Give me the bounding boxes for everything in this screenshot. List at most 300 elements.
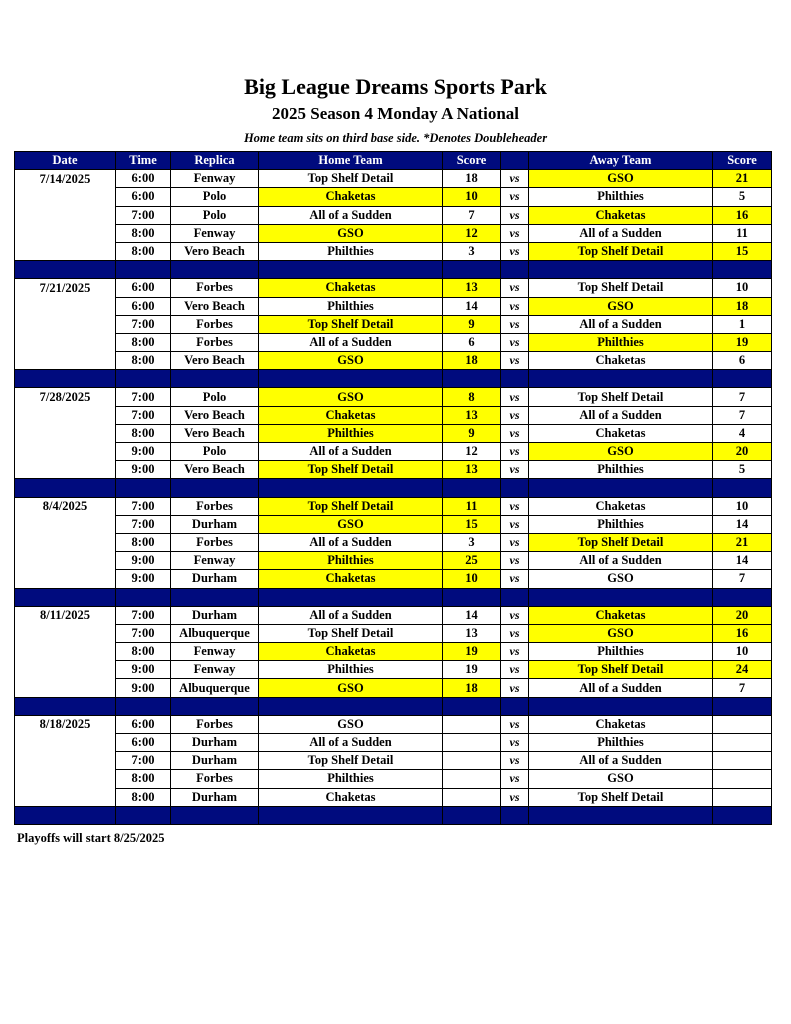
game-time: 8:00 [116, 333, 171, 351]
game-replica: Forbes [171, 770, 259, 788]
home-score: 9 [443, 424, 501, 442]
separator-cell [259, 697, 443, 715]
separator-cell [15, 806, 116, 824]
home-score: 12 [443, 443, 501, 461]
separator-cell [713, 806, 772, 824]
away-team: Philthies [529, 188, 713, 206]
vs-label: vs [501, 297, 529, 315]
away-team: GSO [529, 297, 713, 315]
game-time: 9:00 [116, 552, 171, 570]
separator-cell [116, 588, 171, 606]
away-team: Chaketas [529, 715, 713, 733]
game-row [15, 224, 772, 242]
separator-cell [171, 697, 259, 715]
game-replica: Polo [171, 388, 259, 406]
home-score: 18 [443, 352, 501, 370]
vs-label: vs [501, 606, 529, 624]
page-subtitle: 2025 Season 4 Monday A National [271, 104, 519, 123]
home-team: Top Shelf Detail [259, 752, 443, 770]
separator-cell [713, 588, 772, 606]
home-team: Top Shelf Detail [259, 315, 443, 333]
away-team: Philthies [529, 461, 713, 479]
game-row [15, 315, 772, 333]
vs-label: vs [501, 461, 529, 479]
separator-cell [171, 806, 259, 824]
game-date [15, 643, 116, 661]
home-score: 25 [443, 552, 501, 570]
separator-cell [171, 261, 259, 279]
game-replica: Vero Beach [171, 424, 259, 442]
vs-label: vs [501, 352, 529, 370]
home-score [443, 715, 501, 733]
away-team: GSO [529, 624, 713, 642]
separator-cell [529, 261, 713, 279]
home-team: All of a Sudden [259, 206, 443, 224]
home-team: Philthies [259, 552, 443, 570]
game-date [15, 242, 116, 260]
game-replica: Fenway [171, 661, 259, 679]
home-team: Philthies [259, 424, 443, 442]
header-replica: Replica [171, 152, 259, 170]
schedule-note: Home team sits on third base side. *Denotes Doubleheader [243, 131, 548, 145]
game-date [15, 770, 116, 788]
away-score: 10 [713, 643, 772, 661]
game-replica: Forbes [171, 315, 259, 333]
game-date [15, 679, 116, 697]
game-date [15, 352, 116, 370]
vs-label: vs [501, 406, 529, 424]
game-date [15, 734, 116, 752]
vs-label: vs [501, 333, 529, 351]
home-team: Chaketas [259, 570, 443, 588]
separator-cell [171, 479, 259, 497]
away-score: 5 [713, 461, 772, 479]
away-team: Chaketas [529, 424, 713, 442]
separator-cell [443, 479, 501, 497]
game-date [15, 297, 116, 315]
vs-label: vs [501, 443, 529, 461]
header-date: Date [15, 152, 116, 170]
separator-cell [259, 261, 443, 279]
game-time: 6:00 [116, 279, 171, 297]
game-time: 7:00 [116, 752, 171, 770]
away-score: 15 [713, 242, 772, 260]
game-row [15, 352, 772, 370]
vs-label: vs [501, 570, 529, 588]
game-replica: Fenway [171, 224, 259, 242]
home-score [443, 734, 501, 752]
away-score: 5 [713, 188, 772, 206]
away-team: GSO [529, 170, 713, 188]
game-time: 8:00 [116, 424, 171, 442]
week-separator [15, 479, 772, 497]
away-score: 11 [713, 224, 772, 242]
away-score: 14 [713, 515, 772, 533]
away-team: Philthies [529, 333, 713, 351]
game-replica: Durham [171, 734, 259, 752]
game-row [15, 661, 772, 679]
table-header-row [15, 152, 772, 170]
away-score: 4 [713, 424, 772, 442]
separator-cell [15, 261, 116, 279]
game-time: 7:00 [116, 315, 171, 333]
vs-label: vs [501, 643, 529, 661]
game-date [15, 752, 116, 770]
game-row [15, 297, 772, 315]
vs-label: vs [501, 624, 529, 642]
game-time: 8:00 [116, 533, 171, 551]
separator-cell [116, 261, 171, 279]
separator-cell [529, 370, 713, 388]
separator-cell [259, 370, 443, 388]
away-score: 10 [713, 279, 772, 297]
home-score: 13 [443, 461, 501, 479]
game-time: 9:00 [116, 461, 171, 479]
game-date [15, 424, 116, 442]
home-score: 6 [443, 333, 501, 351]
game-replica: Forbes [171, 279, 259, 297]
separator-cell [529, 806, 713, 824]
vs-label: vs [501, 679, 529, 697]
away-team: Top Shelf Detail [529, 661, 713, 679]
home-team: GSO [259, 515, 443, 533]
home-team: Philthies [259, 770, 443, 788]
home-score: 13 [443, 406, 501, 424]
game-replica: Albuquerque [171, 624, 259, 642]
game-date: 7/21/2025 [15, 279, 116, 297]
game-row [15, 570, 772, 588]
away-team: Top Shelf Detail [529, 279, 713, 297]
game-time: 7:00 [116, 515, 171, 533]
home-score: 14 [443, 606, 501, 624]
game-row [15, 188, 772, 206]
game-row [15, 533, 772, 551]
vs-label: vs [501, 242, 529, 260]
separator-cell [259, 806, 443, 824]
game-date [15, 533, 116, 551]
separator-cell [713, 261, 772, 279]
game-time: 7:00 [116, 497, 171, 515]
game-row [15, 206, 772, 224]
separator-cell [443, 261, 501, 279]
vs-label: vs [501, 788, 529, 806]
away-score: 16 [713, 206, 772, 224]
vs-label: vs [501, 734, 529, 752]
vs-label: vs [501, 715, 529, 733]
home-score: 19 [443, 661, 501, 679]
home-team: Top Shelf Detail [259, 624, 443, 642]
vs-label: vs [501, 170, 529, 188]
home-score [443, 788, 501, 806]
away-team: Philthies [529, 515, 713, 533]
away-team: GSO [529, 770, 713, 788]
separator-cell [501, 697, 529, 715]
game-replica: Polo [171, 188, 259, 206]
away-score: 16 [713, 624, 772, 642]
game-time: 7:00 [116, 624, 171, 642]
game-date [15, 661, 116, 679]
away-score: 18 [713, 297, 772, 315]
away-score: 10 [713, 497, 772, 515]
game-row [15, 406, 772, 424]
away-score: 19 [713, 333, 772, 351]
vs-label: vs [501, 206, 529, 224]
game-row [15, 461, 772, 479]
game-time: 8:00 [116, 770, 171, 788]
vs-label: vs [501, 497, 529, 515]
away-score [713, 715, 772, 733]
vs-label: vs [501, 752, 529, 770]
home-team: Chaketas [259, 643, 443, 661]
home-score: 15 [443, 515, 501, 533]
game-time: 7:00 [116, 406, 171, 424]
away-team: Top Shelf Detail [529, 533, 713, 551]
home-team: Top Shelf Detail [259, 170, 443, 188]
away-score: 7 [713, 679, 772, 697]
away-score [713, 734, 772, 752]
away-score: 7 [713, 406, 772, 424]
week-separator [15, 588, 772, 606]
separator-cell [443, 370, 501, 388]
home-score [443, 770, 501, 788]
header-vs [501, 152, 529, 170]
page-title: Big League Dreams Sports Park [244, 74, 547, 99]
home-score: 18 [443, 170, 501, 188]
away-team: All of a Sudden [529, 752, 713, 770]
separator-cell [259, 588, 443, 606]
vs-label: vs [501, 188, 529, 206]
week-separator [15, 261, 772, 279]
game-date [15, 315, 116, 333]
away-team: All of a Sudden [529, 224, 713, 242]
away-team: GSO [529, 570, 713, 588]
game-row [15, 443, 772, 461]
home-team: Top Shelf Detail [259, 461, 443, 479]
game-row [15, 333, 772, 351]
game-time: 6:00 [116, 297, 171, 315]
game-row [15, 643, 772, 661]
game-row [15, 242, 772, 260]
game-replica: Vero Beach [171, 406, 259, 424]
away-score: 20 [713, 606, 772, 624]
game-date: 8/11/2025 [15, 606, 116, 624]
home-score: 10 [443, 188, 501, 206]
away-score [713, 752, 772, 770]
game-row [15, 424, 772, 442]
game-time: 7:00 [116, 206, 171, 224]
away-team: Chaketas [529, 352, 713, 370]
home-score [443, 752, 501, 770]
game-replica: Fenway [171, 170, 259, 188]
game-replica: Fenway [171, 552, 259, 570]
game-date [15, 443, 116, 461]
separator-cell [501, 588, 529, 606]
separator-cell [116, 806, 171, 824]
game-replica: Fenway [171, 643, 259, 661]
game-replica: Durham [171, 606, 259, 624]
game-time: 8:00 [116, 352, 171, 370]
game-time: 7:00 [116, 388, 171, 406]
separator-cell [15, 479, 116, 497]
vs-label: vs [501, 552, 529, 570]
game-replica: Forbes [171, 497, 259, 515]
away-score: 21 [713, 533, 772, 551]
game-date [15, 570, 116, 588]
header-away-score: Score [713, 152, 772, 170]
game-date [15, 461, 116, 479]
vs-label: vs [501, 661, 529, 679]
game-date [15, 188, 116, 206]
separator-cell [171, 370, 259, 388]
away-score: 1 [713, 315, 772, 333]
home-team: GSO [259, 352, 443, 370]
game-date: 8/4/2025 [15, 497, 116, 515]
game-date [15, 206, 116, 224]
game-time: 7:00 [116, 606, 171, 624]
home-team: GSO [259, 679, 443, 697]
game-replica: Durham [171, 788, 259, 806]
away-team: All of a Sudden [529, 406, 713, 424]
game-time: 8:00 [116, 242, 171, 260]
separator-cell [443, 806, 501, 824]
game-row [15, 170, 772, 188]
separator-cell [171, 588, 259, 606]
home-team: Philthies [259, 242, 443, 260]
game-row [15, 788, 772, 806]
home-team: All of a Sudden [259, 606, 443, 624]
game-date: 8/18/2025 [15, 715, 116, 733]
game-date [15, 552, 116, 570]
away-score [713, 788, 772, 806]
away-team: Top Shelf Detail [529, 242, 713, 260]
game-replica: Albuquerque [171, 679, 259, 697]
game-row [15, 388, 772, 406]
game-row [15, 552, 772, 570]
away-team: Chaketas [529, 606, 713, 624]
game-date [15, 515, 116, 533]
home-team: Chaketas [259, 279, 443, 297]
separator-cell [259, 479, 443, 497]
home-score: 13 [443, 624, 501, 642]
game-row [15, 606, 772, 624]
away-team: Chaketas [529, 497, 713, 515]
game-date [15, 624, 116, 642]
separator-cell [713, 479, 772, 497]
schedule-body [15, 170, 772, 825]
game-time: 6:00 [116, 188, 171, 206]
separator-cell [116, 697, 171, 715]
separator-cell [443, 588, 501, 606]
home-score: 10 [443, 570, 501, 588]
away-score: 24 [713, 661, 772, 679]
game-date [15, 406, 116, 424]
game-row [15, 752, 772, 770]
home-team: All of a Sudden [259, 443, 443, 461]
game-row [15, 624, 772, 642]
home-team: Top Shelf Detail [259, 497, 443, 515]
game-replica: Forbes [171, 533, 259, 551]
game-replica: Forbes [171, 715, 259, 733]
game-date [15, 788, 116, 806]
separator-cell [501, 806, 529, 824]
vs-label: vs [501, 315, 529, 333]
away-score: 7 [713, 388, 772, 406]
home-score: 7 [443, 206, 501, 224]
game-time: 8:00 [116, 224, 171, 242]
game-row [15, 715, 772, 733]
header-home-score: Score [443, 152, 501, 170]
separator-cell [713, 697, 772, 715]
home-team: GSO [259, 388, 443, 406]
home-team: All of a Sudden [259, 333, 443, 351]
week-separator [15, 806, 772, 824]
home-score: 12 [443, 224, 501, 242]
home-score: 11 [443, 497, 501, 515]
game-row [15, 770, 772, 788]
game-time: 6:00 [116, 734, 171, 752]
away-team: Chaketas [529, 206, 713, 224]
home-team: GSO [259, 715, 443, 733]
home-score: 14 [443, 297, 501, 315]
game-time: 6:00 [116, 170, 171, 188]
game-row [15, 497, 772, 515]
separator-cell [501, 479, 529, 497]
home-team: Chaketas [259, 406, 443, 424]
schedule-table [14, 151, 772, 825]
home-team: All of a Sudden [259, 734, 443, 752]
vs-label: vs [501, 770, 529, 788]
separator-cell [713, 370, 772, 388]
away-score: 14 [713, 552, 772, 570]
game-replica: Polo [171, 206, 259, 224]
separator-cell [116, 479, 171, 497]
game-replica: Durham [171, 752, 259, 770]
home-team: Chaketas [259, 188, 443, 206]
playoffs-note: Playoffs will start 8/25/2025 [17, 831, 165, 845]
header-home-team: Home Team [259, 152, 443, 170]
game-replica: Vero Beach [171, 461, 259, 479]
home-score: 8 [443, 388, 501, 406]
separator-cell [15, 697, 116, 715]
home-team: GSO [259, 224, 443, 242]
home-score: 18 [443, 679, 501, 697]
game-replica: Durham [171, 570, 259, 588]
game-time: 8:00 [116, 643, 171, 661]
vs-label: vs [501, 424, 529, 442]
game-date: 7/28/2025 [15, 388, 116, 406]
home-team: Chaketas [259, 788, 443, 806]
home-team: Philthies [259, 297, 443, 315]
game-replica: Durham [171, 515, 259, 533]
header-time: Time [116, 152, 171, 170]
vs-label: vs [501, 533, 529, 551]
game-row [15, 279, 772, 297]
game-replica: Forbes [171, 333, 259, 351]
separator-cell [443, 697, 501, 715]
game-time: 9:00 [116, 570, 171, 588]
home-team: Philthies [259, 661, 443, 679]
game-time: 6:00 [116, 715, 171, 733]
away-score: 20 [713, 443, 772, 461]
home-team: All of a Sudden [259, 533, 443, 551]
game-time: 9:00 [116, 679, 171, 697]
away-team: Top Shelf Detail [529, 788, 713, 806]
vs-label: vs [501, 388, 529, 406]
game-row [15, 679, 772, 697]
game-date [15, 333, 116, 351]
home-score: 3 [443, 242, 501, 260]
home-score: 3 [443, 533, 501, 551]
